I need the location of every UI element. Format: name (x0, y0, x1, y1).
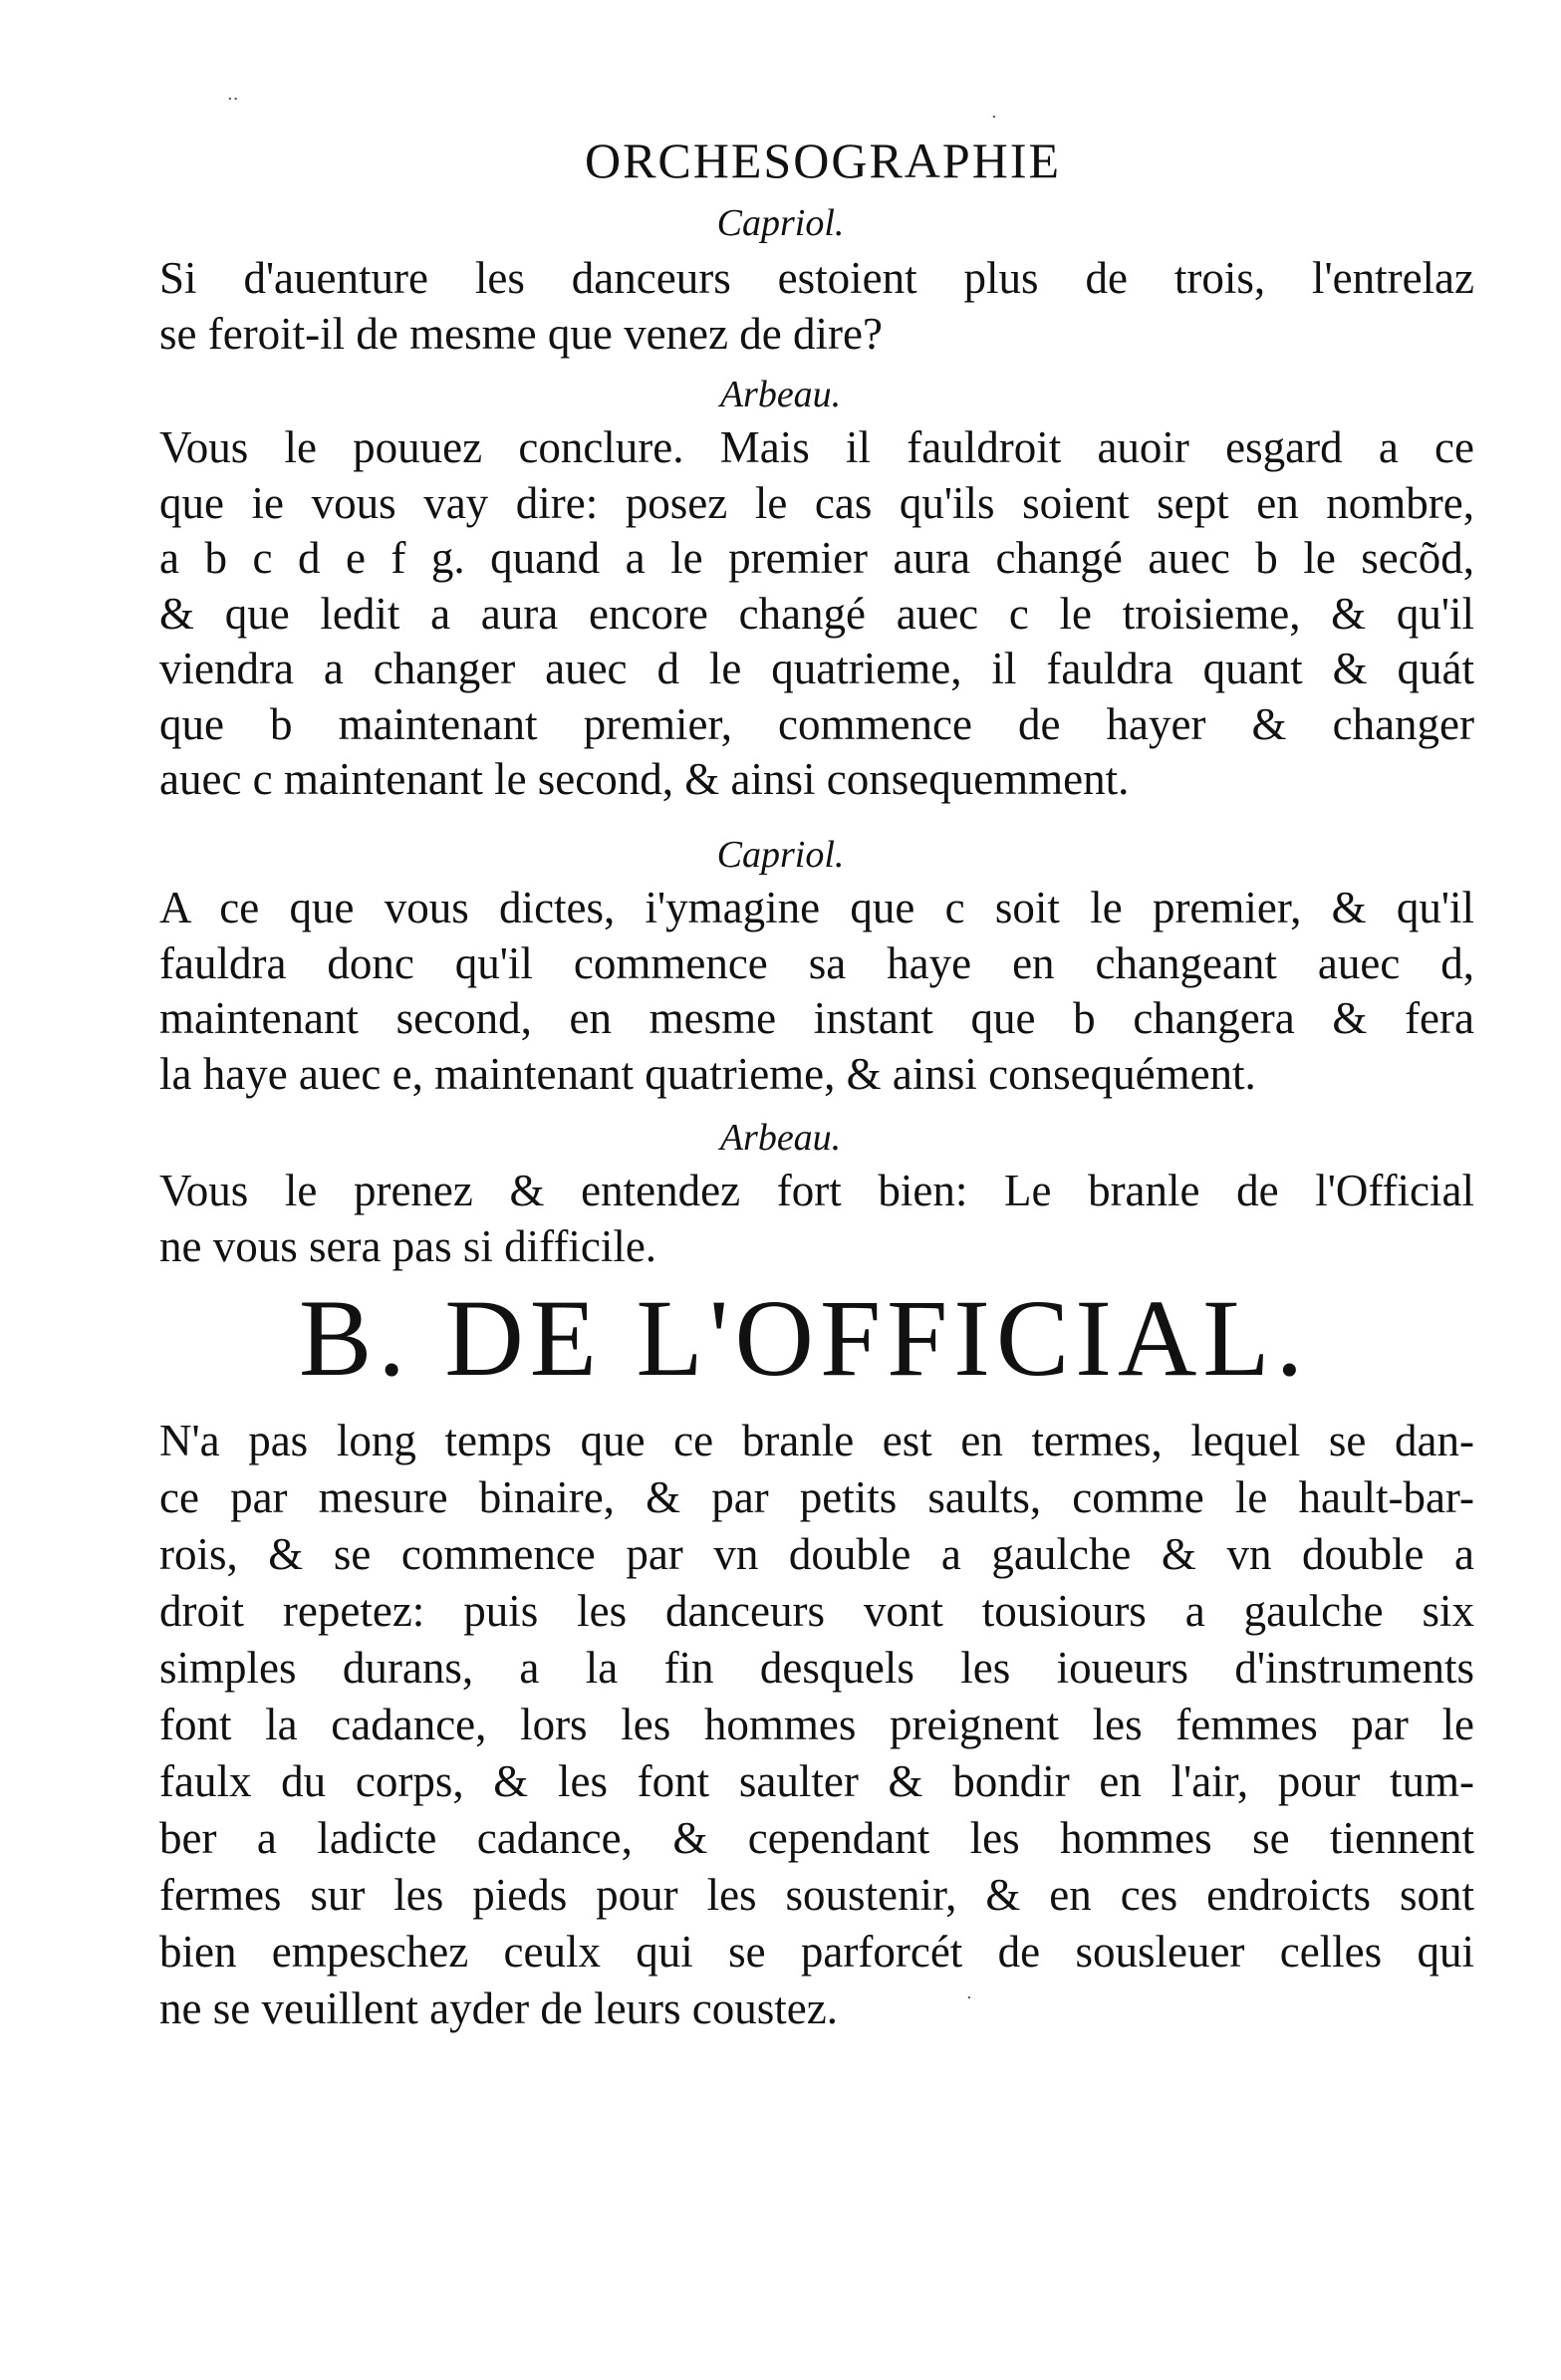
running-head: ORCHESOGRAPHIE (584, 132, 1062, 188)
text-line: ne vous sera pas si difficile. (159, 1220, 657, 1271)
text-line: ne se veuillent ayder de leurs coustez. (159, 1983, 838, 2033)
text-line: droit repetez: puis les danceurs vont tousiours a gaulche six (159, 1586, 1474, 1636)
text-line: ce par mesure binaire, & par petits saults, comme le hault-bar- (159, 1472, 1474, 1522)
text-line: auec c maintenant le second, & ainsi consequemment. (159, 754, 1130, 804)
dialogue-paragraph (159, 881, 1474, 1102)
speaker-label: Capriol. (716, 202, 845, 244)
text-line: se feroit-il de mesme que venez de dire? (159, 308, 883, 359)
speaker-label: Arbeau. (719, 1117, 842, 1159)
text-line: Si d'auenture les danceurs estoient plus de trois, l'entrelaz (159, 253, 1474, 303)
text-line: font la cadance, lors les hommes preignent les femmes par le (159, 1700, 1474, 1749)
dialogue-paragraph (159, 1164, 1474, 1274)
section-title: B. DE L'OFFICIAL. (299, 1277, 1310, 1399)
scan-speck: . (991, 102, 997, 123)
speaker-label: Capriol. (716, 834, 845, 876)
text-line: fauldra donc qu'il commence sa haye en changeant auec d, (159, 937, 1474, 988)
text-line: que b maintenant premier, commence de hayer & changer (159, 698, 1474, 749)
text-line: maintenant second, en mesme instant que b changera & fera (159, 993, 1474, 1043)
section-body (159, 1413, 1474, 2037)
text-line: simples durans, a la fin desquels les ioueurs d'instruments (159, 1643, 1474, 1693)
dialogue-paragraph (159, 251, 1474, 362)
text-line: que ie vous vay dire: posez le cas qu'ils soient sept en nombre, (159, 477, 1474, 528)
text-line: ber a ladicte cadance, & cependant les hommes se tiennent (159, 1813, 1474, 1863)
text-line: viendra a changer auec d le quatrieme, il fauldra quant & quát (159, 644, 1474, 693)
text-line: a b c d e f g. quand a le premier aura changé auec b le secõd, (159, 533, 1474, 583)
dialogue-paragraph (159, 420, 1474, 808)
text-line: fermes sur les pieds pour les soustenir, & en ces endroicts sont (159, 1870, 1474, 1920)
scan-speck: .. (227, 84, 239, 105)
text-line: bien empeschez ceulx qui se parforcét de sousleuer celles qui (159, 1927, 1474, 1977)
text-line: Vous le pouuez conclure. Mais il fauldroit auoir esgard a ce (159, 422, 1474, 472)
text-line: la haye auec e, maintenant quatrieme, & ainsi consequément. (159, 1048, 1256, 1099)
text-line: faulx du corps, & les font saulter & bondir en l'air, pour tum- (159, 1756, 1474, 1806)
text-line: rois, & se commence par vn double a gaulche & vn double a (159, 1529, 1474, 1579)
speaker-label: Arbeau. (719, 374, 842, 415)
text-line: N'a pas long temps que ce branle est en termes, lequel se dan- (159, 1416, 1474, 1465)
text-line: A ce que vous dictes, i'ymagine que c soit le premier, & qu'il (159, 883, 1474, 932)
scan-speck: . (966, 1983, 972, 2003)
text-line: & que ledit a aura encore changé auec c le troisieme, & qu'il (159, 588, 1474, 639)
text-line: Vous le prenez & entendez fort bien: Le branle de l'Official (159, 1166, 1474, 1215)
